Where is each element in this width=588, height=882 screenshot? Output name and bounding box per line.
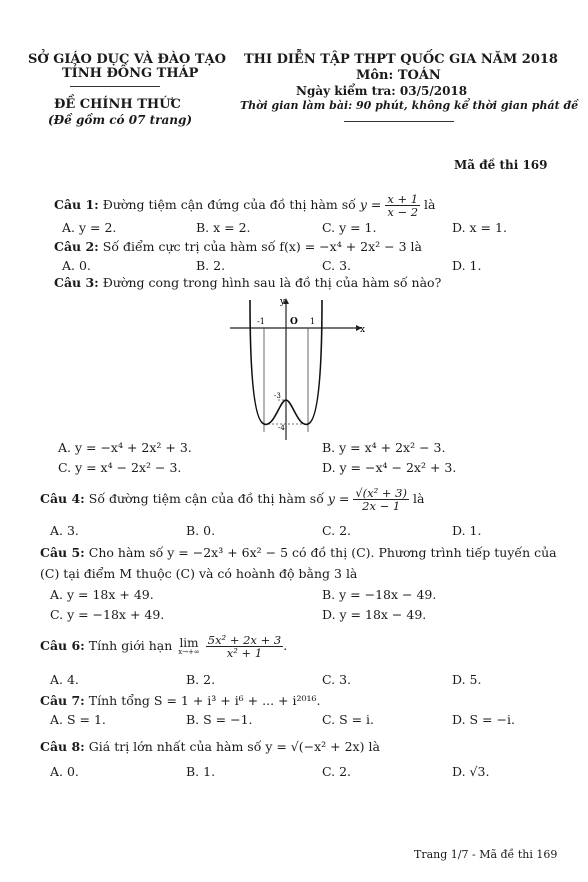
question-6-fraction: $\frac{\text{5x² + 2x + 3}}{\text{x² + 1}}$	[207, 633, 282, 661]
q7-option-a[interactable]: A. S = 1.	[50, 712, 106, 727]
question-8-text: Giá trị lớn nhất của hàm số y = √(−x² + 2x) là	[88, 739, 380, 754]
page-footer: Trang 1/7 - Mã đề thi 169	[414, 848, 558, 861]
q8-option-b[interactable]: B. 1.	[186, 764, 216, 779]
official-label: ĐỀ CHÍNH THỨC	[54, 97, 181, 112]
q3-option-c[interactable]: C. y = x⁴ − 2x² − 3.	[58, 460, 182, 475]
q4-option-b[interactable]: B. 0.	[186, 523, 216, 538]
q1-option-d[interactable]: D. x = 1.	[452, 220, 507, 235]
question-7-text: Tính tổng S = 1 + i³ + i⁶ + ... + i²⁰¹⁶.	[88, 693, 321, 708]
question-5: Câu 5: Cho hàm số y = −2x³ + 6x² − 5 có đồ thị (C). Phương trình tiếp tuyến của	[40, 545, 557, 560]
x-axis-label: x	[360, 325, 366, 335]
question-1: Câu 1: Đường tiệm cận đứng của đồ thị hàm số y = $\frac{x + 1}{x - 2}$ là	[54, 192, 436, 220]
q7-option-b[interactable]: B. S = −1.	[186, 712, 253, 727]
q5-option-c[interactable]: C. y = −18x + 49.	[50, 607, 165, 622]
question-7: Câu 7: Tính tổng S = 1 + i³ + i⁶ + ... + i²⁰¹⁶.	[40, 693, 321, 708]
header-rule-left	[70, 86, 160, 87]
department-line-2: TỈNH ĐỒNG THÁP	[62, 66, 199, 81]
time-note: Thời gian làm bài: 90 phút, không kể thời gian phát đề	[240, 99, 579, 112]
q2-option-a[interactable]: A. 0.	[62, 258, 91, 273]
q2-option-b[interactable]: B. 2.	[196, 258, 226, 273]
question-5-line-2: (C) tại điểm M thuộc (C) và có hoành độ bằng 3 là	[40, 566, 358, 581]
tick-minus-1: -1	[257, 317, 265, 326]
exam-date: Ngày kiểm tra: 03/5/2018	[296, 84, 468, 98]
question-6: Câu 6: Tính giới hạn lim x→+∞ $\frac{\text{5x² + 2x + 3}}{\text{x² + 1}}$ .	[40, 633, 288, 661]
q3-option-a[interactable]: A. y = −x⁴ + 2x² + 3.	[58, 440, 192, 455]
q8-option-c[interactable]: C. 2.	[322, 764, 351, 779]
question-3-graph	[228, 292, 378, 442]
q7-option-c[interactable]: C. S = i.	[322, 712, 375, 727]
q6-option-a[interactable]: A. 4.	[50, 672, 79, 687]
origin-label: O	[290, 317, 298, 327]
header-rule-right	[344, 121, 454, 122]
department-line-1: SỞ GIÁO DỤC VÀ ĐÀO TẠO	[28, 52, 226, 67]
label-minus-4: -4	[278, 424, 285, 432]
question-1-label: Câu 1:	[54, 197, 99, 213]
q8-option-a[interactable]: A. 0.	[50, 764, 79, 779]
q5-option-d[interactable]: D. y = 18x − 49.	[322, 607, 427, 622]
q4-option-c[interactable]: C. 2.	[322, 523, 351, 538]
q4-option-d[interactable]: D. 1.	[452, 523, 482, 538]
exam-code: Mã đề thi 169	[454, 158, 548, 172]
question-2: Câu 2: Số điểm cực trị của hàm số f(x) = −x⁴ + 2x² − 3 là	[54, 239, 422, 254]
tick-1: 1	[310, 317, 316, 326]
y-axis-label: y	[280, 297, 286, 307]
question-1-fraction: $\frac{x + 1}{x - 2}$	[387, 192, 419, 220]
question-3-text: Đường cong trong hình sau là đồ thị của hàm số nào?	[102, 275, 442, 290]
q4-option-a[interactable]: A. 3.	[50, 523, 79, 538]
subject: Môn: TOÁN	[356, 68, 441, 83]
question-4: Câu 4: Số đường tiệm cận của đồ thị hàm số y = $\frac{\text{√(x² + 3)}}{2x - 1}$ là	[40, 486, 425, 514]
q5-option-a[interactable]: A. y = 18x + 49.	[50, 587, 154, 602]
exam-title: THI DIỄN TẬP THPT QUỐC GIA NĂM 2018	[244, 52, 558, 67]
q8-option-d[interactable]: D. √3.	[452, 764, 490, 779]
q6-option-d[interactable]: D. 5.	[452, 672, 482, 687]
q7-option-d[interactable]: D. S = −i.	[452, 712, 515, 727]
pages-note: (Đề gồm có 07 trang)	[48, 113, 193, 127]
question-4-fraction: $\frac{\text{√(x² + 3)}}{2x - 1}$	[355, 486, 407, 514]
question-1-text: Đường tiệm cận đứng của đồ thị hàm số	[102, 197, 356, 213]
q6-option-c[interactable]: C. 3.	[322, 672, 351, 687]
q1-option-c[interactable]: C. y = 1.	[322, 220, 377, 235]
limit-symbol: lim x→+∞	[178, 635, 200, 657]
question-8: Câu 8: Giá trị lớn nhất của hàm số y = √(−x² + 2x) là	[40, 739, 380, 754]
q3-option-b[interactable]: B. y = x⁴ + 2x² − 3.	[322, 440, 446, 455]
q2-option-c[interactable]: C. 3.	[322, 258, 351, 273]
question-6-text: Tính giới hạn	[88, 638, 173, 654]
q2-option-d[interactable]: D. 1.	[452, 258, 482, 273]
question-3: Câu 3: Đường cong trong hình sau là đồ thị của hàm số nào?	[54, 275, 442, 290]
q3-option-d[interactable]: D. y = −x⁴ − 2x² + 3.	[322, 460, 457, 475]
q5-option-b[interactable]: B. y = −18x − 49.	[322, 587, 437, 602]
question-4-text: Số đường tiệm cận của đồ thị hàm số	[88, 491, 324, 507]
q6-option-b[interactable]: B. 2.	[186, 672, 216, 687]
question-5-text: Cho hàm số y = −2x³ + 6x² − 5 có đồ thị (C). Phương trình tiếp tuyến của	[88, 545, 557, 560]
q1-option-a[interactable]: A. y = 2.	[62, 220, 117, 235]
q1-option-b[interactable]: B. x = 2.	[196, 220, 251, 235]
question-2-text: Số điểm cực trị của hàm số f(x) = −x⁴ + 2x² − 3 là	[102, 239, 422, 254]
label-minus-3: -3	[274, 392, 281, 400]
